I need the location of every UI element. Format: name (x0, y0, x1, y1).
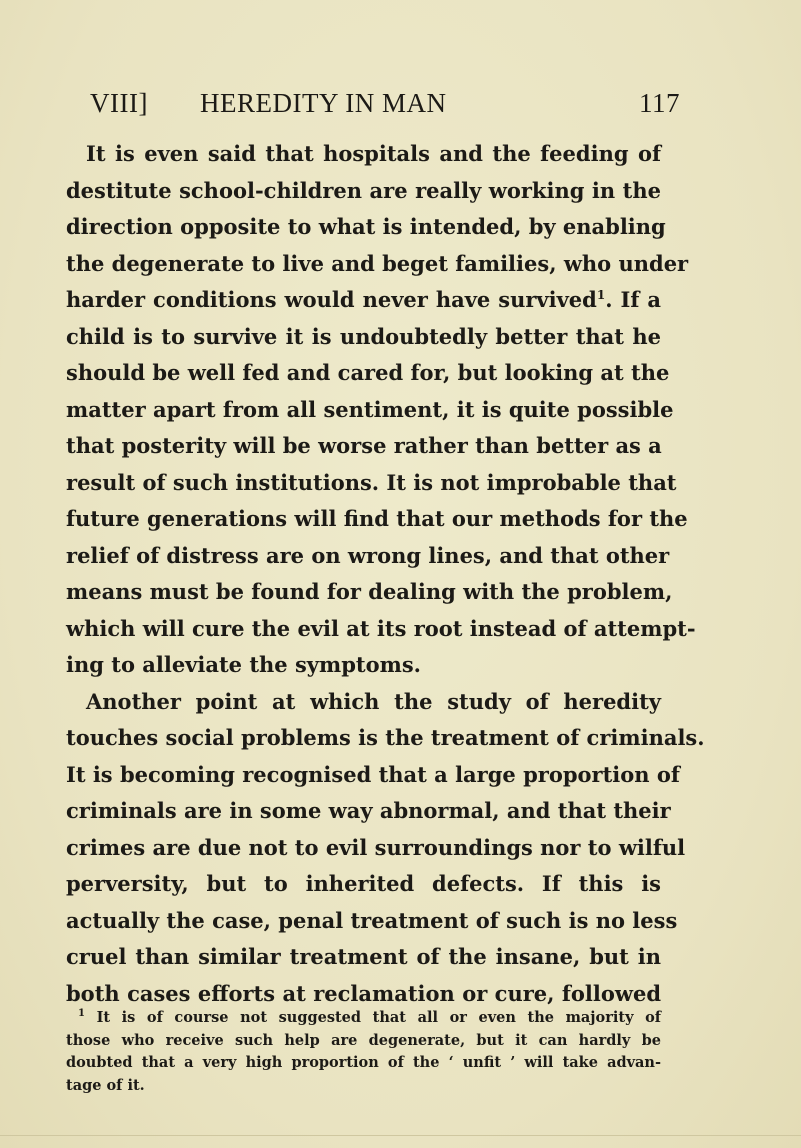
text-line: child is to survive it is undoubtedly better that he (66, 323, 661, 349)
running-title: HEREDITY IN MAN (200, 88, 447, 118)
page-number: 117 (639, 88, 680, 118)
body-text (66, 136, 705, 1012)
text-line: matter apart from all sentiment, it is quite possible (66, 396, 674, 422)
footnote-line: doubted that a very high proportion of the ‘ unfit ’ will take advan- (66, 1054, 661, 1071)
text-line: future generations will find that our methods for the (66, 506, 688, 531)
text-line: relief of distress are on wrong lines, and that other (66, 542, 670, 568)
text-line: crimes are due not to evil surroundings nor to wilful (66, 834, 686, 860)
running-header (90, 88, 680, 124)
footnote-line: those who receive such help are degenerate, but it can hardly be (66, 1031, 661, 1049)
text-line: touches social problems is the treatment of criminals. (66, 725, 705, 750)
text-line-with-footnote (66, 282, 661, 319)
text-line: result of such institutions. It is not improbable that (66, 469, 677, 495)
footnote-line: tage of it. (66, 1076, 145, 1094)
footnote-text: It is of course not suggested that all or even the majority of (96, 1009, 661, 1026)
text-line: direction opposite to what is intended, by enabling (66, 214, 666, 239)
page-edge (0, 1135, 801, 1136)
text-line: perversity, but to inherited defects. If this is (66, 871, 661, 896)
text-line: the degenerate to live and beget families, who under (66, 250, 689, 276)
text-line: Another point at which the study of heredity (86, 688, 661, 714)
text-line: that posterity will be worse rather than better as a (66, 433, 662, 458)
text-line: It is even said that hospitals and the feeding of (86, 141, 661, 166)
text-line: ing to alleviate the symptoms. (66, 652, 421, 677)
text-line: means must be found for dealing with the problem, (66, 579, 673, 604)
text-segment: . If a (605, 287, 661, 312)
text-line: It is becoming recognised that a large proportion of (66, 761, 680, 787)
footnote-marker: 1 (78, 1008, 85, 1020)
footnote-reference[interactable]: 1 (596, 288, 606, 302)
chapter-number: VIII] (90, 88, 148, 118)
footnotes (66, 1007, 661, 1097)
text-line: criminals are in some way abnormal, and that their (66, 798, 671, 823)
text-line: which will cure the evil at its root instead of attempt- (66, 615, 696, 641)
text-line: destitute school-children are really working in the (66, 177, 661, 203)
text-segment: harder conditions would never have survived (66, 287, 597, 312)
footnote-line (66, 1007, 661, 1030)
text-line: both cases efforts at reclamation or cure, followed (66, 980, 661, 1006)
text-line: should be well fed and cared for, but looking at the (66, 360, 670, 385)
text-line: cruel than similar treatment of the insane, but in (66, 944, 661, 969)
text-line: actually the case, penal treatment of such is no less (66, 907, 678, 933)
